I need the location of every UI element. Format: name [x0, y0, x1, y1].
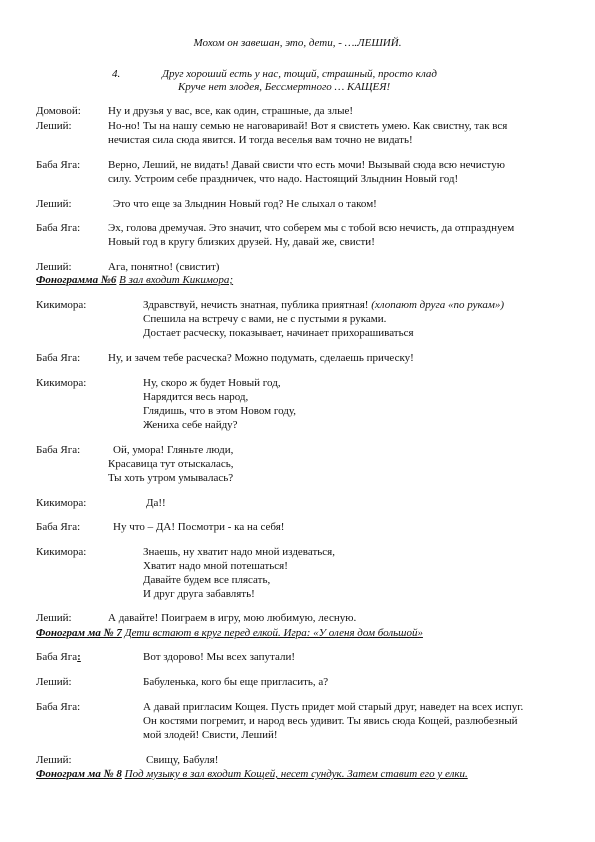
phonogram-text: В зал входит Кикимора;: [119, 274, 234, 286]
dialogue-line: Да!!: [146, 497, 166, 509]
riddle-line: Друг хороший есть у нас, тощий, страшный, просто клад: [162, 68, 437, 80]
dialogue-line: Это что еще за Злыднин Новый год? Не слыхал о таком!: [113, 198, 377, 210]
riddle-line: Круче нет злодея, Бессмертного … КАЩЕЯ!: [178, 81, 391, 93]
verse-line: Глядишь, что в этом Новом году,: [143, 405, 297, 417]
dialogue-line: Ага, понятно! (свистит): [108, 261, 220, 273]
speaker-name: Баба Яга:: [36, 521, 81, 533]
dialogue-line: Здравствуй, нечисть знатная, публика приятная! (хлопают друга «по рукам»): [143, 299, 505, 311]
dialogue-line: Ну и друзья у вас, все, как один, страшные, да злые!: [108, 105, 354, 117]
speaker-name: Леший:: [36, 612, 72, 624]
speaker-name: Кикимора:: [36, 377, 87, 389]
speaker-name: Леший:: [36, 676, 72, 688]
dialogue-line: нечистая сила сюда явится. И тогда веселья вам точно не видать!: [108, 134, 413, 146]
dialogue-line: Он костями погремит, и народ весь удивит. Ты явись сюда Кощей, разлюбезный: [143, 715, 518, 727]
speaker-name: Леший:: [36, 754, 72, 766]
verse-line: Давайте будем все плясать,: [143, 574, 271, 586]
dialogue-line: Ну что – ДА! Посмотри - ка на себя!: [113, 521, 285, 533]
phonogram-cue: [36, 626, 423, 640]
dialogue-line: Ну, и зачем тебе расческа? Можно подумать, сделаешь прическу!: [108, 352, 414, 364]
verse-line: Хватит надо мной потешаться!: [143, 560, 288, 572]
dialogue-line: силу. Устроим себе праздничек, что надо. Настоящий Злыднин Новый год!: [108, 173, 459, 185]
phonogram-text: Дети встают в круг перед елкой. Игра: «У оленя дом большой»: [124, 627, 423, 639]
dialogue-line: Вот здорово! Мы всех запутали!: [143, 651, 296, 663]
dialogue-line: Верно, Леший, не видать! Давай свисти что есть мочи! Вызывай сюда всю нечистую: [108, 159, 505, 171]
dialogue-line: Эх, голова дремучая. Это значит, что соберем мы с тобой всю нечисть, да отпразднуем: [108, 222, 515, 234]
verse-line: Ой, умора! Гляньте люди,: [113, 444, 234, 456]
speaker-name: Кикимора:: [36, 299, 87, 311]
phonogram-label: Фонограм ма № 7: [36, 627, 122, 639]
stage-direction: (хлопают друга «по рукам»): [371, 299, 505, 311]
speaker-name: Баба Яга:: [36, 352, 81, 364]
speaker-name: Баба Яга:: [36, 701, 81, 713]
dialogue-line: Свищу, Бабуля!: [146, 754, 219, 766]
phonogram-cue: [36, 273, 233, 287]
verse-line: Нарядится весь народ,: [143, 391, 249, 403]
speaker-name: Кикимора:: [36, 546, 87, 558]
speaker-name: Баба Яга:: [36, 651, 81, 663]
dialogue-line: Спешила на встречу с вами, не с пустыми я руками.: [143, 313, 387, 325]
riddle-number: 4.: [112, 68, 121, 80]
dialogue-line: Бабуленька, кого бы еще пригласить, а?: [143, 676, 329, 688]
speaker-name: Баба Яга:: [36, 444, 81, 456]
verse-line: Жениха себе найду?: [143, 419, 238, 431]
verse-line: И друг друга забавлять!: [143, 588, 255, 600]
speaker-name: Леший:: [36, 120, 72, 132]
speaker-name: Баба Яга:: [36, 222, 81, 234]
verse-line: Знаешь, ну хватит надо мной издеваться,: [143, 546, 335, 558]
speaker-name: Домовой:: [36, 105, 81, 117]
dialogue-line: А давайте! Поиграем в игру, мою любимую, лесную.: [108, 612, 357, 624]
verse-line: Ну, скоро ж будет Новый год,: [143, 377, 281, 389]
phonogram-label: Фонограмма №6: [36, 274, 117, 286]
speaker-name: Леший:: [36, 198, 72, 210]
dialogue-line: Но-но! Ты на нашу семью не наговаривай! Вот я свистеть умею. Как свистну, так вся: [108, 120, 508, 132]
speaker-name: Леший:: [36, 261, 72, 273]
speaker-name: Баба Яга:: [36, 159, 81, 171]
phonogram-label: Фонограм ма № 8: [36, 768, 122, 780]
speaker-name: Кикимора:: [36, 497, 87, 509]
verse-line: Ты хоть утром умывалась?: [108, 472, 234, 484]
dialogue-line: А давай пригласим Кощея. Пусть придет мой старый друг, наведет на всех испуг.: [143, 701, 524, 713]
dialogue-line: мой злодей! Свисти, Леший!: [143, 729, 278, 741]
phonogram-text: Под музыку в зал входит Кощей, несет сундук. Затем ставит его у елки.: [124, 768, 468, 780]
riddle-answer-line: Мохом он завешан, это, дети, - ….ЛЕШИЙ.: [193, 37, 402, 49]
dialogue-line: Достает расческу, показывает, начинает прихорашиваться: [143, 327, 414, 339]
phonogram-cue: [36, 767, 468, 781]
verse-line: Красавица тут отыскалась,: [108, 458, 234, 470]
dialogue-line: Новый год в кругу близких друзей. Ну, давай же, свисти!: [108, 236, 375, 248]
